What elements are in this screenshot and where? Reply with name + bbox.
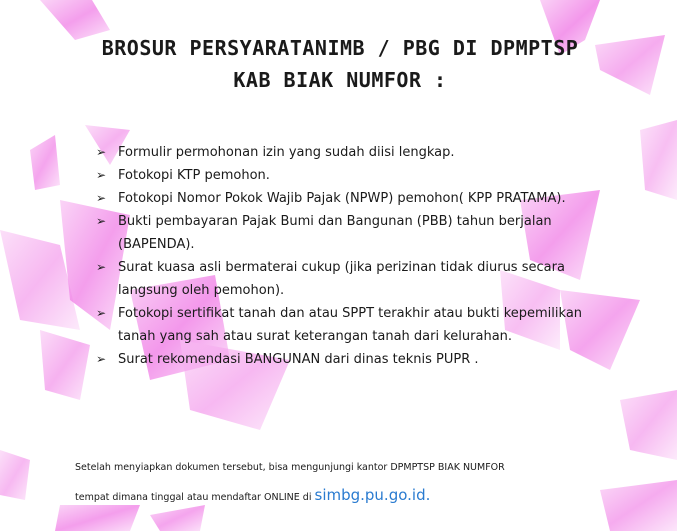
list-item-text: Surat kuasa asli bermaterai cukup (jika perizinan tidak diurus secara langsung oleh pemohon). [118,260,565,298]
page-title: BROSUR PERSYARATANIMB / PBG DI DPMPTSP [101,36,579,60]
footer-note: Setelah menyiapkan dokumen tersebut, bisa mengunjungi kantor DPMPTSP BIAK NUMFOR [75,462,505,473]
footer-note-line2 [75,486,655,504]
arrow-bullet-icon: ➢ [96,352,107,366]
list-item-text: Fotokopi sertifikat tanah dan atau SPPT terakhir atau bukti kepemilikan tanah yang sah atau surat keterangan tanah dari kelurahan. [118,306,583,344]
list-item [96,348,616,371]
arrow-bullet-icon: ➢ [96,191,107,205]
arrow-bullet-icon: ➢ [96,214,107,228]
list-item [96,187,616,210]
page-subtitle: KAB BIAK NUMFOR : [233,68,447,92]
arrow-bullet-icon: ➢ [96,145,107,159]
arrow-bullet-icon: ➢ [96,168,107,182]
list-item-text: Fotokopi KTP pemohon. [118,168,270,183]
requirements-list [96,141,616,371]
arrow-bullet-icon: ➢ [96,260,107,274]
list-item-text: Surat rekomendasi BANGUNAN dari dinas teknis PUPR . [118,352,479,367]
list-item [96,164,616,187]
footer-note-text: tempat dimana tinggal atau mendaftar ONLINE di [75,492,312,503]
list-item [96,256,616,302]
list-item [96,210,616,256]
arrow-bullet-icon: ➢ [96,306,107,320]
list-item [96,302,616,348]
list-item-text: Formulir permohonan izin yang sudah diisi lengkap. [118,145,455,160]
website-link[interactable]: simbg.pu.go.id. [314,486,431,504]
list-item-text: Fotokopi Nomor Pokok Wajib Pajak (NPWP) pemohon( KPP PRATAMA). [118,191,566,206]
list-item [96,141,616,164]
list-item-text: Bukti pembayaran Pajak Bumi dan Bangunan (PBB) tahun berjalan (BAPENDA). [118,214,552,252]
